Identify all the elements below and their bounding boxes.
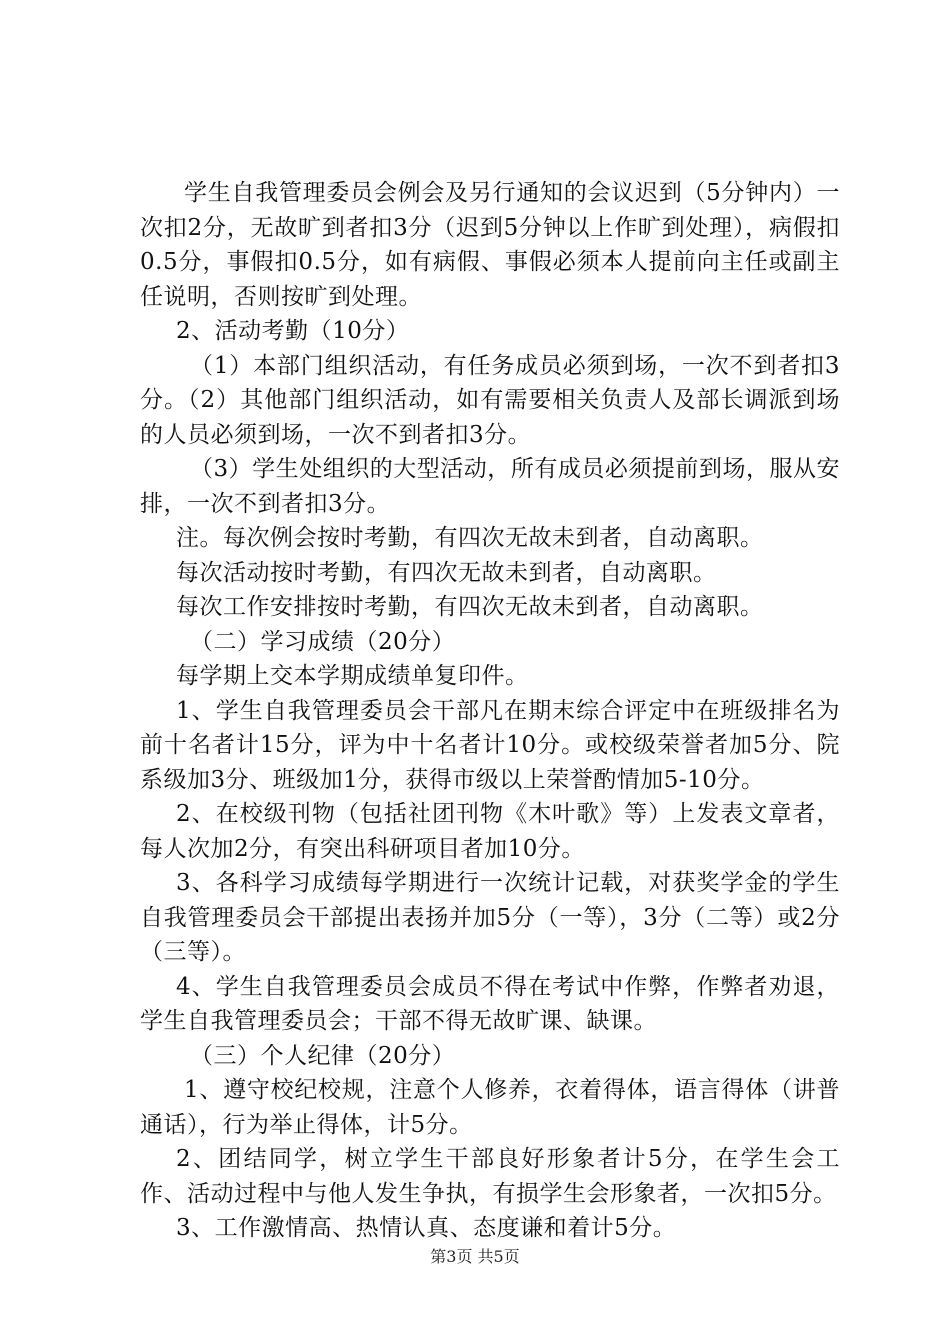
paragraph: 4、学生自我管理委员会成员不得在考试中作弊，作弊者劝退，学生自我管理委员会；干部不得无故旷课、缺课。: [140, 973, 840, 1034]
paragraph: 2、团结同学，树立学生干部良好形象者计5分，在学生会工作、活动过程中与他人发生争执，有损学生会形象者，一次扣5分。: [140, 1146, 840, 1207]
section-heading: （二）学习成绩（20分）: [190, 628, 456, 655]
paragraph: 学生自我管理委员会例会及另行通知的会议迟到（5分钟内）一次扣2分，无故旷到者扣3分（迟到5分钟以上作旷到处理），病假扣0.5分，事假扣0.5分，如有病假、事假必须本人提前向主任或副主任说明，否则按旷到处理。: [140, 180, 840, 310]
paragraph: （3）学生处组织的大型活动，所有成员必须提前到场，服从安排，一次不到者扣3分。: [140, 456, 840, 517]
paragraph: 2、在校级刊物（包括社团刊物《木叶歌》等）上发表文章者，每人次加2分，有突出科研项目者加10分。: [140, 801, 840, 862]
paragraph: 每学期上交本学期成绩单复印件。: [176, 663, 529, 689]
note-line: 注。每次例会按时考勤，有四次无故未到者，自动离职。: [176, 525, 764, 551]
paragraph: 3、工作激情高、热情认真、态度谦和着计5分。: [176, 1215, 677, 1241]
section-heading: 2、活动考勤（10分）: [176, 318, 410, 344]
document-body: [140, 176, 840, 1246]
paragraph: 1、学生自我管理委员会干部凡在期末综合评定中在班级排名为前十名者计15分，评为中十名者计10分。或校级荣誉者加5分、院系级加3分、班级加1分，获得市级以上荣誉酌情加5-10分。: [140, 697, 840, 793]
paragraph: 3、各科学习成绩每学期进行一次统计记载，对获奖学金的学生自我管理委员会干部提出表扬并加5分（一等），3分（二等）或2分（三等）。: [140, 870, 840, 965]
page-number-footer: 第3页 共5页: [430, 1247, 520, 1266]
paragraph: （1）本部门组织活动，有任务成员必须到场，一次不到者扣3分。（2）其他部门组织活动，如有需要相关负责人及部长调派到场的人员必须到场，一次不到者扣3分。: [140, 352, 840, 448]
note-line: 每次工作安排按时考勤，有四次无故未到者，自动离职。: [176, 594, 764, 620]
note-line: 每次活动按时考勤，有四次无故未到者，自动离职。: [176, 559, 717, 586]
paragraph: 1、遵守校纪校规，注意个人修养，衣着得体，语言得体（讲普通话），行为举止得体，计5分。: [140, 1077, 840, 1138]
section-heading: （三）个人纪律（20分）: [190, 1042, 456, 1069]
